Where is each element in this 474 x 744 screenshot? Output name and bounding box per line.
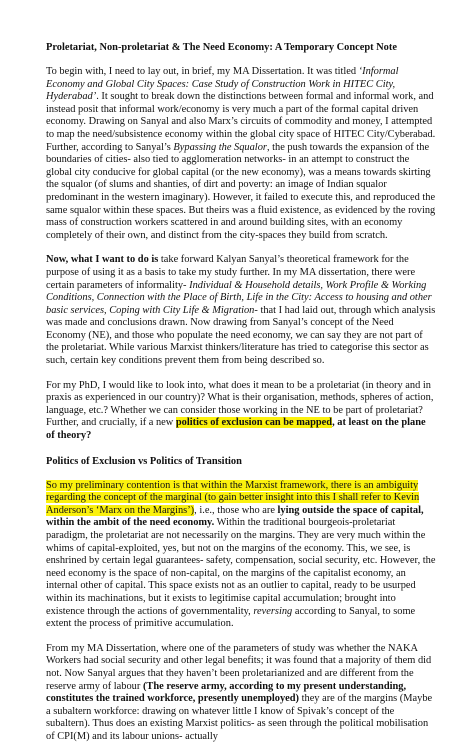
bold-text: lying outside the space of capital, within the ambit of the need economy. [46,504,424,529]
text: From my MA Dissertation, where one of the parameters of study was whether the NAKA Workers had social security and other legal benefits; it was found that a majority of them did not. Now Sanyal argues that they haven’t been proletarianized and are different from the reserve army of labour [46,642,432,692]
highlighted-phrase: politics of exclusion can be mapped [175,417,333,429]
paragraph-naka-workers [46,643,436,744]
paragraph-phd [46,380,436,443]
paragraph-ma-dissertation [46,66,436,242]
parameters-list: Individual & Household details, Work Profile & Working Conditions, Connection with the Place of Birth, Life in the City: Access to housing and other basic services, Coping with City Life & Migration [46,279,432,316]
highlighted-text: So my preliminary contention is that within the Marxist framework, there is an ambiguity regarding the concept of the marginal (to gain better insight into this I shall refer to Kevin Anderson’s ‘Marx on the Margins’) [46,479,420,516]
italic-word: reversing [253,605,293,617]
text: according to Sanyal, to some extent the process of primitive accumulation. [46,605,416,630]
paragraph-what-i-want [46,254,436,367]
bold-lead: Now, what I want to do is [46,254,159,266]
section-heading: Politics of Exclusion vs Politics of Transition [46,455,242,467]
text: For my PhD, I would like to look into, what does it mean to be a proletariat (in theory and in praxis as experienced in our country)? What is their organisation, methods, spheres of action, language, etc.? Whether we can consider those working in the NE to be part of proletariat? Further, and crucially, if a new [46,379,434,429]
bold-text: , at least on the plane of theory? [46,417,426,442]
dissertation-title: ‘Informal Economy and Global City Spaces: Case Study of Construction Work in HITEC City, Hyderabad’ [46,66,399,103]
text: , the push towards the expansion of the boundaries of cities- also tied to agglomeration networks- in an attempt to construct the global city conducive for global capital (or the new economy), was a means towards skirting the squalor (of slums and shanties, of dirt and poverty: an image of Indian squalor predominant in the western imaginary). However, it failed to execute this, and reproduced the same squalor within these spaces. But theirs was a fluid existence, as evidenced by the roving mass of construction workers scattered in and around building sites, with an economy completely of their own, and distinct from the city-spaces they build from scratch. [46,141,436,241]
text: To begin with, I need to lay out, in brief, my MA Dissertation. It was titled [46,66,359,77]
document-title: Proletariat, Non-proletariat & The Need Economy: A Temporary Concept Note [46,42,397,53]
book-title: Bypassing the Squalor [173,141,267,153]
text: take forward Kalyan Sanyal’s theoretical framework for the purpose of using it as a basis to take my study further. In my MA dissertation, there were certain parameters of informality- [46,254,416,291]
text: . It sought to break down the distinctions between formal and informal work, and instead posit that informal work/economy is very much a part of the formal capital driven economy. Drawing on Sanyal and also Marx’s circuits of commodity and money, I attempted to map the need/subsistence economy within the global city space of HITEC City/Cyberabad. Further, according to Sanyal’s [46,91,436,153]
paragraph-contention [46,480,436,631]
text: Within the traditional bourgeois-proletariat paradigm, the proletariat are not necessarily on the margins. They are very much within the whims of capital-exploited, yes, but not on the margins of the economy. This, we see, is enshrined by certain legal guarantees- safety, compensation, social security, etc. However, the need economy is the space of non-capital, on the margins of the capitalist economy, an internal other of capital. This space exists not as an outlier to capital, ready to be usurped within its machinations, but it exists to legitimise capital accumulation; brought into existence through the actions of governmentality, [46,517,436,617]
bold-text: (The reserve army, according to my present understanding, constitutes the trained workforce, presently unemployed) [46,680,407,705]
text: - that I had laid out, through which analysis was made and conclusions drawn. Now drawing from Sanyal’s concept of the Need Economy (NE), and those who populate the need economy, we can say they are not part of the proletariat. While various Marxist thinkers/literature has tried to categorise this sector as such, certain key conditions prevent them from being described so. [46,304,436,367]
text: they are of the margins (Maybe a subaltern workforce: drawing on whatever little I know of Spivak’s concept of the subaltern). Thus does an existing Marxist politics- as seen through the political mobilisation of CPI(M) and its labour unions- actually [46,693,433,742]
text: , i.e., those who are [194,504,278,516]
